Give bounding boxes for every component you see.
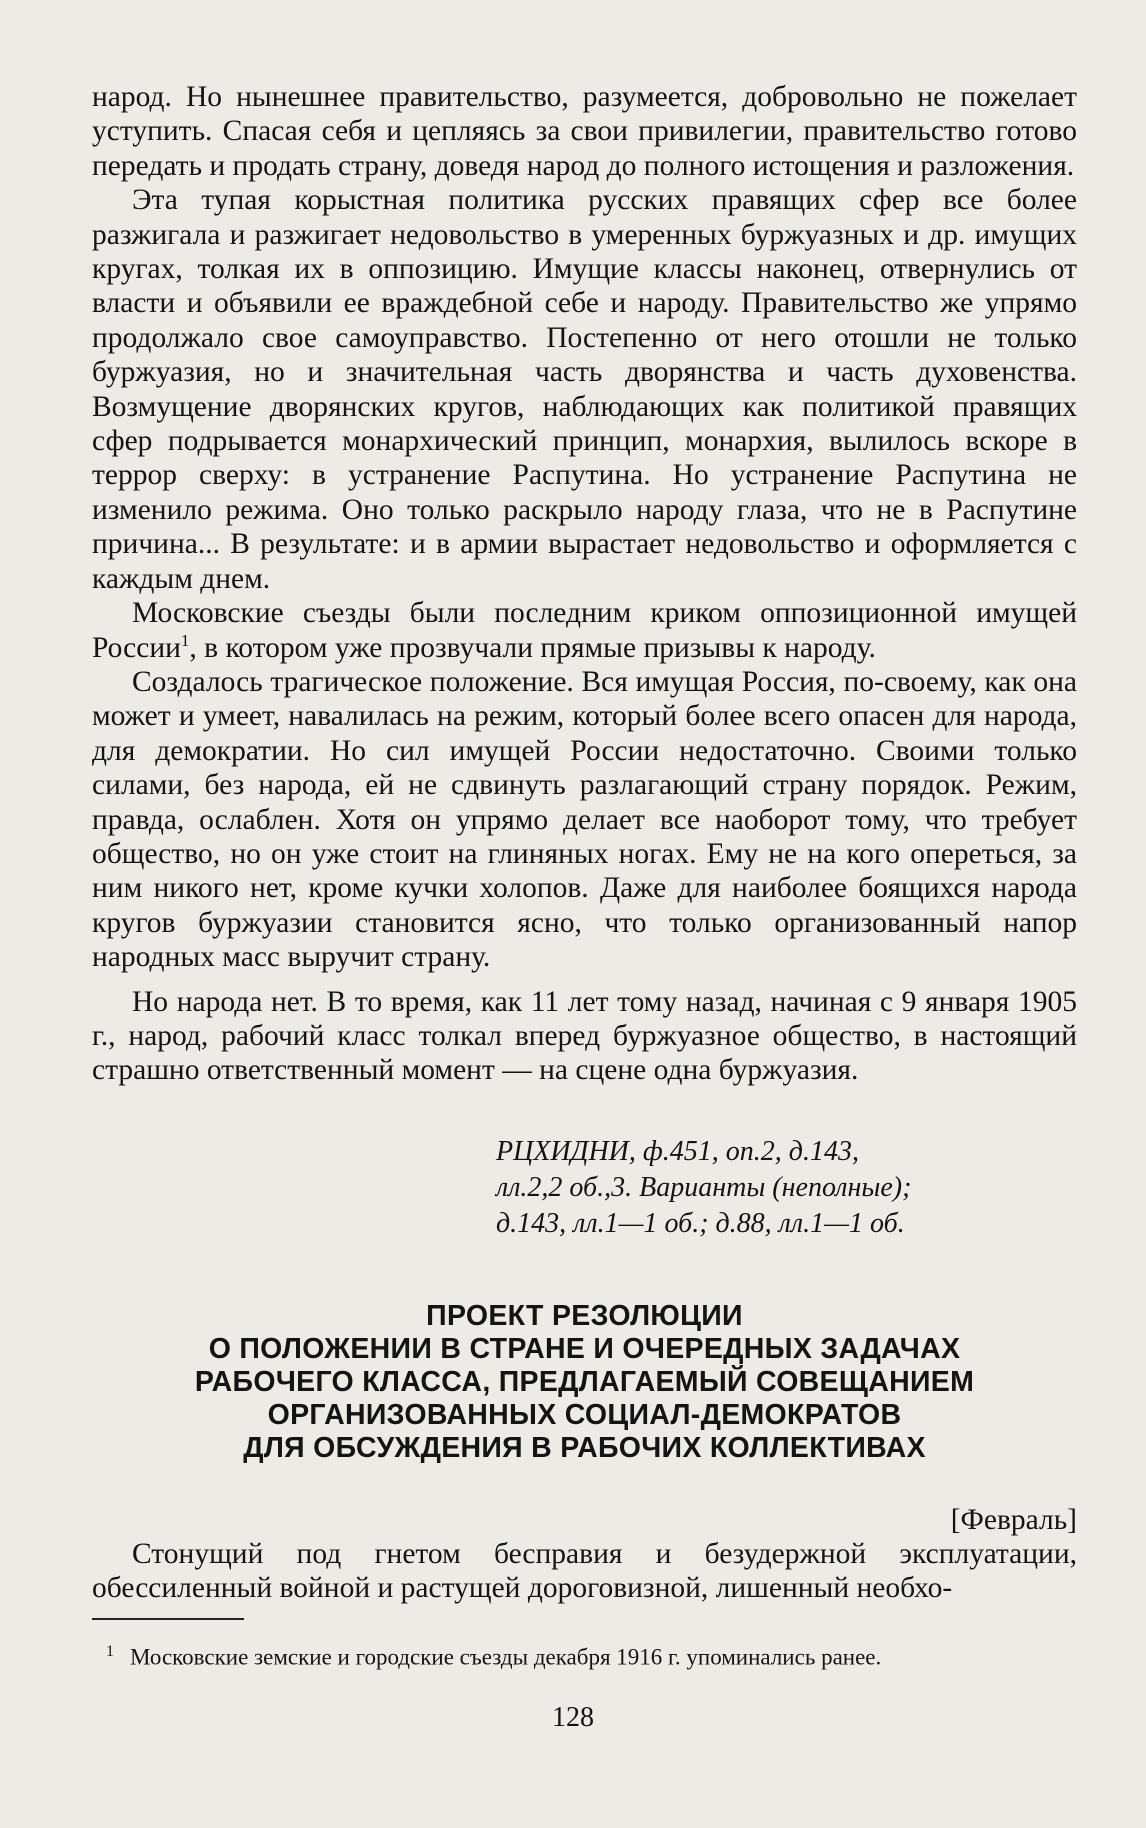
footnote — [92, 1638, 1077, 1672]
paragraph-1: народ. Но нынешнее правительство, разумеется, добровольно не пожелает уступить. Спасая себя и цепляясь за свои привилегии, правительство готово передать и продать страну, доведя народ до полного истощения и разложения. — [92, 81, 1077, 182]
footnote-text: Московские земские и городские съезды декабря 1916 г. упоминались ранее. — [130, 1644, 882, 1670]
footnote-divider — [92, 1618, 244, 1620]
document-date: [Февраль] — [950, 1503, 1077, 1536]
source-line: лл.2,2 об.,3. Варианты (неполные); — [496, 1171, 912, 1203]
document-page — [92, 80, 1077, 1671]
heading-line: ОРГАНИЗОВАННЫХ СОЦИАЛ-ДЕМОКРАТОВ — [267, 1398, 902, 1431]
paragraph-5: Но народа нет. В то время, как 11 лет тому назад, начиная с 9 января 1905 г., народ, рабочий класс толкал вперед буржуазное общество, в настоящий страшно ответственный момент — на сцене одна буржуазия. — [92, 985, 1077, 1087]
heading-line: ПРОЕКТ РЕЗОЛЮЦИИ — [426, 1299, 743, 1332]
paragraph-4: Создалось трагическое положение. Вся имущая Россия, по-своему, как она может и умеет, навалилась на режим, который более всего опасен для народа, для демократии. Но сил имущей России недостаточно. Своими только силами, без народа, ей не сдвинуть разлагающий страну порядок. Режим, правда, ослаблен. Хотя он упрямо делает все наоборот тому, что требует общество, но он уже стоит на глиняных ногах. Ему не на кого опереться, за ним никого нет, кроме кучки холопов. Даже для наиболее боящихся народа кругов буржуазии становится ясно, что только организованный напор народных масс выручит страну. — [92, 665, 1077, 974]
footnote-marker[interactable]: 1 — [180, 630, 190, 650]
heading-line: РАБОЧЕГО КЛАССА, ПРЕДЛАГАЕМЫЙ СОВЕЩАНИЕМ — [194, 1365, 975, 1398]
page-number: 128 — [552, 1702, 594, 1733]
paragraph-3 — [92, 596, 1077, 665]
source-line: д.143, лл.1—1 об.; д.88, лл.1—1 об. — [496, 1207, 905, 1239]
paragraph-3-end: , в котором уже прозвучали прямые призывы к народу. — [189, 631, 876, 664]
archive-source-citation — [496, 1134, 1077, 1242]
resolution-paragraph: Стонущий под гнетом бесправия и безудержной эксплуатации, обессиленный войной и растущей дороговизной, лишенный необхо- — [92, 1537, 1077, 1605]
source-line: РЦХИДНИ, ф.451, оп.2, д.143, — [496, 1135, 859, 1167]
heading-line: О ПОЛОЖЕНИИ В СТРАНЕ И ОЧЕРЕДНЫХ ЗАДАЧАХ — [208, 1332, 961, 1365]
heading-line: ДЛЯ ОБСУЖДЕНИЯ В РАБОЧИХ КОЛЛЕКТИВАХ — [243, 1431, 926, 1464]
section-heading — [92, 1300, 1077, 1465]
footnote-number: 1 — [106, 1642, 114, 1660]
paragraph-3-start: Московские съезды были последним криком оппозиционной имущей России — [92, 597, 1077, 664]
paragraph-2: Эта тупая корыстная политика русских правящих сфер все более разжигала и разжигает недовольство в умеренных буржуазных и др. имущих кругах, толкая их в оппозицию. Имущие классы наконец, отвернулись от власти и объявили ее враждебной себе и народу. Правительство же упрямо продолжало свое самоуправство. Постепенно от него отошли не только буржуазия, но и значительная часть дворянства и часть духовенства. Возмущение дворянских кругов, наблюдающих как политикой правящих сфер подрывается монархический принцип, монархия, вылилось вскоре в террор сверху: в устранение Распутина. Но устранение Распутина не изменило режима. Оно только раскрыло народу глаза, что не в Распутине причина... В результате: и в армии вырастает недовольство и оформляется с каждым днем. — [92, 184, 1077, 595]
